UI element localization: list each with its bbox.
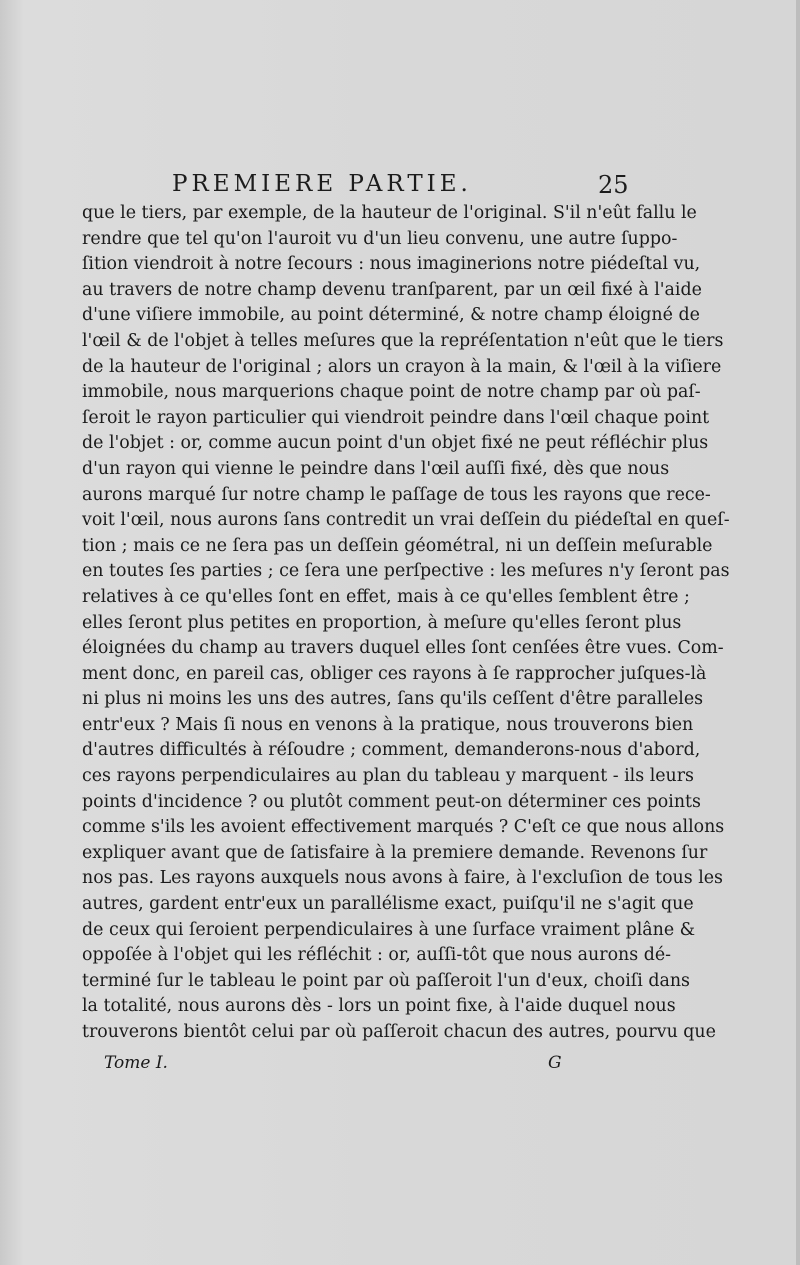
text-line: d'autres difficultés à réſoudre ; comment, demanderons-nous d'abord, xyxy=(82,740,701,761)
text-line: ces rayons perpendiculaires au plan du tableau y marquent - ils leurs xyxy=(82,766,694,787)
text-line: de la hauteur de l'original ; alors un crayon à la main, & l'œil à la viſiere xyxy=(82,356,722,377)
signature-tome: Tome I. xyxy=(104,1053,168,1073)
text-line: voit l'œil, nous aurons ſans contredit un vrai deſſein du piédeſtal en queſ- xyxy=(82,510,730,531)
text-line: au travers de notre champ devenu tranſparent, par un œil fixé à l'aide xyxy=(82,279,702,300)
text-line: d'une viſiere immobile, au point déterminé, & notre champ éloigné de xyxy=(82,305,700,326)
text-line: de l'objet : or, comme aucun point d'un objet fixé ne peut réfléchir plus xyxy=(82,433,709,454)
text-line: terminé ſur le tableau le point par où paſſeroit l'un d'eux, choiſi dans xyxy=(82,970,690,991)
signature-letter: G xyxy=(548,1053,562,1073)
text-line: aurons marqué ſur notre champ le paſſage de tous les rayons que rece- xyxy=(82,484,711,505)
text-line: ment donc, en pareil cas, obliger ces rayons à ſe rapprocher juſques-là xyxy=(82,663,707,684)
running-title: PREMIERE PARTIE. xyxy=(172,171,472,197)
text-line: d'un rayon qui vienne le peindre dans l'œil auſſi fixé, dès que nous xyxy=(82,458,670,479)
text-line: immobile, nous marquerions chaque point de notre champ par où paſ- xyxy=(82,382,701,403)
text-line: autres, gardent entr'eux un parallélisme exact, puiſqu'il ne s'agit que xyxy=(82,894,694,915)
text-line: elles ſeront plus petites en proportion, à meſure qu'elles ſeront plus xyxy=(82,612,682,633)
body-text xyxy=(82,201,730,1046)
text-line: de ceux qui ſeroient perpendiculaires à une ſurface vraiment plâne & xyxy=(82,919,696,940)
text-line: ſeroit le rayon particulier qui viendroit peindre dans l'œil chaque point xyxy=(82,407,710,428)
text-line: nos pas. Les rayons auxquels nous avons à faire, à l'excluſion de tous les xyxy=(82,868,723,889)
text-line: points d'incidence ? ou plutôt comment peut-on déterminer ces points xyxy=(82,791,701,812)
text-line: comme s'ils les avoient effectivement marqués ? C'eſt ce que nous allons xyxy=(82,817,725,838)
text-line: l'œil & de l'objet à telles meſures que la repréſentation n'eût que le tiers xyxy=(82,330,724,351)
page-number: 25 xyxy=(598,171,629,199)
text-line: rendre que tel qu'on l'auroit vu d'un lieu convenu, une autre ſuppo- xyxy=(82,228,678,249)
text-line: relatives à ce qu'elles ſont en effet, mais à ce qu'elles ſemblent être ; xyxy=(82,586,690,607)
text-line: tion ; mais ce ne ſera pas un deſſein géométral, ni un deſſein meſurable xyxy=(82,535,713,556)
text-line: ſition viendroit à notre ſecours : nous imaginerions notre piédeſtal vu, xyxy=(82,254,701,275)
text-line: éloignées du champ au travers duquel elles ſont cenſées être vues. Com- xyxy=(82,638,724,659)
text-line: que le tiers, par exemple, de la hauteur de l'original. S'il n'eût fallu le xyxy=(82,203,697,223)
text-line: la totalité, nous aurons dès - lors un point fixe, à l'aide duquel nous xyxy=(82,996,676,1017)
text-line: trouverons bientôt celui par où paſſeroit chacun des autres, pourvu que xyxy=(82,1022,716,1042)
text-line: ni plus ni moins les uns des autres, ſans qu'ils ceſſent d'être paralleles xyxy=(82,689,704,710)
text-line: expliquer avant que de ſatisfaire à la premiere demande. Revenons ſur xyxy=(82,842,708,863)
text-line: en toutes ſes parties ; ce ſera une perſpective : les meſures n'y ſeront pas xyxy=(82,561,730,582)
text-line: entr'eux ? Mais ſi nous en venons à la pratique, nous trouverons bien xyxy=(82,714,694,735)
text-line: oppoſée à l'objet qui les réfléchit : or, auſſi-tôt que nous aurons dé- xyxy=(82,945,671,966)
page-edge xyxy=(796,0,800,1265)
